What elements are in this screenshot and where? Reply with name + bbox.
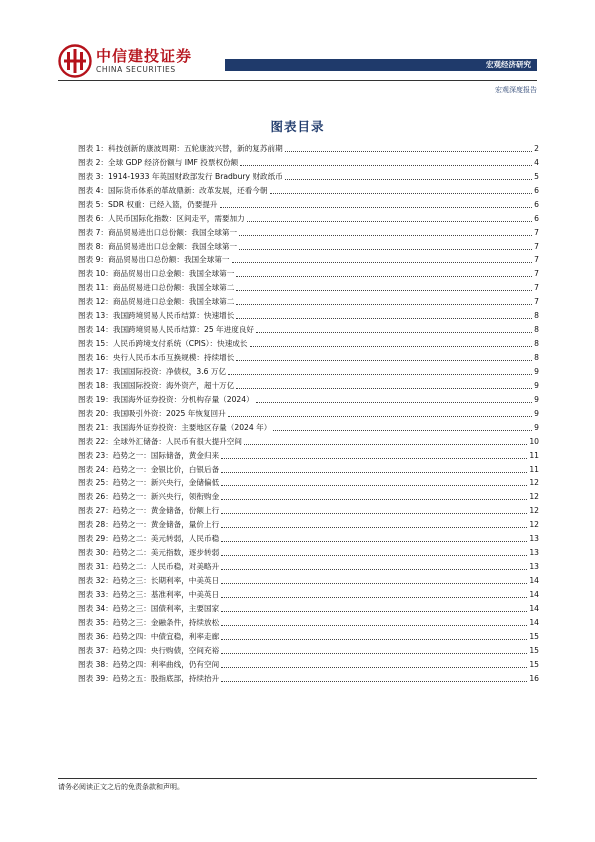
toc-entry-title: 我国海外证券投资：分机构存量（2024） (112, 394, 254, 404)
toc-leader-dots (236, 290, 532, 291)
toc-entry-title: 商品贸易出口总金额：我国全球第一 (112, 269, 235, 279)
toc-entry-page: 6 (534, 199, 539, 209)
toc-leader-dots (247, 221, 532, 222)
toc-entry-title: 趋势之三：基准利率，中美英日 (112, 589, 220, 599)
toc-entry[interactable] (78, 307, 539, 321)
brand-name-cn: 中信建投证券 (96, 47, 193, 65)
toc-entry-label: 图表 4： (78, 185, 109, 195)
toc-entry-page: 15 (529, 631, 539, 641)
toc-entry-label: 图表 26： (78, 492, 113, 502)
toc-leader-dots (244, 444, 527, 445)
toc-entry-title: 趋势之四：利率曲线，仍有空间 (112, 659, 220, 669)
toc-entry-title: 趋势之一：金银比价，白银后备 (112, 464, 220, 474)
toc-leader-dots (240, 165, 532, 166)
toc-leader-dots (256, 332, 532, 333)
toc-entry[interactable] (78, 656, 539, 670)
toc-leader-dots (221, 513, 527, 514)
toc-entry-label: 图表 35： (78, 617, 113, 627)
toc-entry-page: 7 (534, 283, 539, 293)
toc-entry[interactable] (78, 530, 539, 544)
toc-entry[interactable] (78, 293, 539, 307)
toc-entry-title: 国际货币体系的革故鼎新：改革发展，还看今朝 (108, 185, 268, 195)
brand-name-en: CHINA SECURITIES (96, 65, 176, 74)
toc-entry-page: 7 (534, 241, 539, 251)
toc-entry-title: 我国跨境贸易人民币结算：快速增长 (112, 311, 235, 321)
toc-entry[interactable] (78, 265, 539, 279)
toc-entry-label: 图表 36： (78, 631, 113, 641)
toc-entry-page: 6 (534, 185, 539, 195)
header-band (225, 59, 537, 71)
toc-entry[interactable] (78, 182, 539, 196)
toc-entry-label: 图表 21： (78, 422, 113, 432)
toc-entry[interactable] (78, 140, 539, 154)
toc-entry-title: 我国吸引外资：2025 年恢复回升 (112, 408, 226, 418)
section-label: 宏观经济研究 (486, 60, 531, 69)
company-logo-icon (58, 44, 92, 78)
toc-entry[interactable] (78, 614, 539, 628)
footer-divider (58, 778, 537, 779)
toc-entry-title: 趋势之一：新兴央行，金储偏低 (112, 478, 220, 488)
toc-entry-title: 商品贸易进出口总份额：我国全球第一 (108, 227, 238, 237)
toc-entry-title: 全球外汇储备：人民币有很大提升空间 (112, 436, 242, 446)
toc-leader-dots (228, 374, 532, 375)
toc-entry[interactable] (78, 628, 539, 642)
toc-entry[interactable] (78, 210, 539, 224)
toc-entry-page: 13 (529, 548, 539, 558)
toc-entry-title: 趋势之二：美元指数，逐步转弱 (112, 548, 220, 558)
toc-entry-label: 图表 30： (78, 548, 113, 558)
toc-entry-page: 12 (529, 478, 539, 488)
toc-entry[interactable] (78, 447, 539, 461)
toc-entry-page: 6 (534, 213, 539, 223)
toc-entry-label: 图表 17： (78, 366, 113, 376)
toc-entry-label: 图表 28： (78, 520, 113, 530)
toc-entry[interactable] (78, 196, 539, 210)
toc-entry-page: 4 (534, 157, 539, 167)
toc-entry-label: 图表 29： (78, 534, 113, 544)
toc-leader-dots (221, 681, 527, 682)
toc-entry[interactable] (78, 461, 539, 475)
toc-entry-page: 5 (534, 171, 539, 181)
toc-entry-label: 图表 8： (78, 241, 109, 251)
toc-entry[interactable] (78, 279, 539, 293)
toc-entry[interactable] (78, 544, 539, 558)
toc-entry-label: 图表 25： (78, 478, 113, 488)
toc-entry-label: 图表 27： (78, 506, 113, 516)
toc-entry[interactable] (78, 405, 539, 419)
header-divider (58, 80, 537, 81)
toc-entry[interactable] (78, 238, 539, 252)
toc-leader-dots (228, 416, 532, 417)
toc-leader-dots (236, 318, 532, 319)
toc-entry-title: 趋势之一：新兴央行，领衔购金 (112, 492, 220, 502)
toc-entry-label: 图表 18： (78, 380, 113, 390)
toc-leader-dots (221, 458, 527, 459)
toc-entry-page: 11 (529, 464, 539, 474)
toc-entry-page: 10 (529, 436, 539, 446)
toc-entry[interactable] (78, 363, 539, 377)
toc-entry[interactable] (78, 488, 539, 502)
toc-entry-page: 13 (529, 534, 539, 544)
toc-entry[interactable] (78, 154, 539, 168)
toc-entry[interactable] (78, 377, 539, 391)
toc-entry-page: 8 (534, 339, 539, 349)
toc-entry[interactable] (78, 224, 539, 238)
toc-entry-page: 8 (534, 325, 539, 335)
toc-entry-title: 科技创新的康波周期：五轮康波兴替，新的复苏前期 (108, 143, 283, 153)
toc-entry-label: 图表 3： (78, 171, 109, 181)
toc-entry[interactable] (78, 558, 539, 572)
toc-entry[interactable] (78, 600, 539, 614)
toc-entry-page: 8 (534, 311, 539, 321)
toc-entry-page: 9 (534, 366, 539, 376)
toc-entry[interactable] (78, 321, 539, 335)
toc-entry-label: 图表 31： (78, 562, 113, 572)
toc-entry[interactable] (78, 475, 539, 489)
toc-entry-label: 图表 7： (78, 227, 109, 237)
toc-entry-label: 图表 39： (78, 673, 113, 683)
toc-entry-title: 全球 GDP 经济份额与 IMF 投票权份额 (108, 157, 239, 167)
toc-leader-dots (221, 583, 527, 584)
toc-entry-title: 我国跨境贸易人民币结算：25 年进度良好 (112, 325, 255, 335)
toc-entry-label: 图表 1： (78, 143, 109, 153)
toc-entry-title: 趋势之二：人民币稳，对美略升 (112, 562, 220, 572)
toc-entry-page: 7 (534, 297, 539, 307)
toc-leader-dots (221, 472, 527, 473)
toc-entry-label: 图表 38： (78, 659, 113, 669)
toc-leader-dots (221, 499, 527, 500)
toc-entry-title: 趋势之三：长期利率，中美英日 (112, 576, 220, 585)
toc-entry-label: 图表 32： (78, 576, 113, 585)
toc-leader-dots (236, 276, 532, 277)
toc-leader-dots (221, 625, 527, 626)
toc-entry[interactable] (78, 642, 539, 656)
toc-entry-label: 图表 22： (78, 436, 113, 446)
toc-entry[interactable] (78, 252, 539, 266)
report-type: 宏观深度报告 (495, 86, 537, 94)
toc-entry-label: 图表 9： (78, 255, 109, 265)
toc-leader-dots (221, 653, 527, 654)
toc-entry-page: 7 (534, 269, 539, 279)
toc-entry-title: 趋势之三：国债利率，主要国家 (112, 603, 220, 613)
toc-leader-dots (236, 388, 532, 389)
toc-leader-dots (285, 179, 532, 180)
toc-entry-title: 趋势之一：黄金储备，量价上行 (112, 520, 220, 530)
toc-entry-title: 趋势之五：股指底部，持续抬升 (112, 673, 220, 683)
toc-entry-title: 我国海外证券投资：主要地区存量（2024 年） (112, 422, 272, 432)
toc-entry-page: 12 (529, 520, 539, 530)
toc-entry[interactable] (78, 349, 539, 363)
toc-entry-label: 图表 34： (78, 603, 113, 613)
toc-entry[interactable] (78, 670, 539, 684)
toc-entry[interactable] (78, 572, 539, 586)
toc-entry-label: 图表 23： (78, 450, 113, 460)
toc-entry[interactable] (78, 516, 539, 530)
toc-entry-label: 图表 2： (78, 157, 109, 167)
toc-title: 图表目录 (270, 119, 325, 134)
toc-leader-dots (270, 193, 533, 194)
toc-leader-dots (221, 639, 527, 640)
toc-entry-label: 图表 13： (78, 311, 113, 321)
toc-entry-title: 趋势之四：中债宜稳，利率走廊 (112, 631, 220, 641)
toc-entry-page: 7 (534, 227, 539, 237)
toc-entry[interactable] (78, 419, 539, 433)
toc-entry-title: 1914-1933 年英国财政部发行 Bradbury 财政纸币 (108, 171, 283, 181)
toc-entry-label: 图表 20： (78, 408, 113, 418)
toc-leader-dots (221, 555, 527, 556)
toc-leader-dots (273, 430, 532, 431)
toc-entry-title: 商品贸易进出口总金额：我国全球第一 (108, 241, 238, 251)
toc-entry-page: 12 (529, 492, 539, 502)
toc-entry-label: 图表 14： (78, 325, 113, 335)
toc-leader-dots (250, 346, 533, 347)
toc-entry-title: 人民币跨境支付系统（CPIS）：快速成长 (112, 339, 248, 349)
toc-leader-dots (221, 611, 527, 612)
toc-leader-dots (221, 527, 527, 528)
toc-entry[interactable] (78, 168, 539, 182)
toc-entry[interactable] (78, 433, 539, 447)
toc-entry-page: 9 (534, 422, 539, 432)
toc-leader-dots (220, 207, 533, 208)
toc-entry-label: 图表 6： (78, 213, 109, 223)
toc-entry-title: 商品贸易进口总份额：我国全球第二 (112, 283, 235, 293)
toc-leader-dots (221, 485, 527, 486)
toc-entry[interactable] (78, 586, 539, 600)
toc-entry-page: 11 (529, 450, 539, 460)
toc-entry-label: 图表 16： (78, 353, 113, 362)
toc-entry-page: 15 (529, 659, 539, 669)
toc-leader-dots (239, 249, 532, 250)
toc-entry-title: 趋势之三：金融条件，持续放松 (112, 617, 220, 627)
toc-entry-label: 图表 12： (78, 297, 113, 307)
toc-entry[interactable] (78, 391, 539, 405)
toc-entry-page: 2 (534, 143, 539, 153)
footer-disclaimer: 请务必阅读正文之后的免责条款和声明。 (58, 783, 184, 791)
toc-entry-label: 图表 5： (78, 199, 109, 209)
toc-leader-dots (256, 402, 532, 403)
toc-leader-dots (221, 667, 527, 668)
toc-entry-page: 9 (534, 394, 539, 404)
toc-leader-dots (221, 541, 527, 542)
toc-leader-dots (236, 360, 532, 361)
toc-entry-page: 14 (529, 603, 539, 613)
toc-entry-title: SDR 权重：已经入篮，仍要提升 (108, 199, 218, 209)
toc-list (78, 140, 539, 684)
toc-entry-page: 13 (529, 562, 539, 572)
toc-entry-label: 图表 11： (78, 283, 113, 293)
toc-entry-page: 9 (534, 408, 539, 418)
toc-entry-title: 趋势之二：美元转弱，人民币稳 (112, 534, 220, 544)
toc-entry-title: 央行人民币本币互换规模：持续增长 (112, 353, 235, 362)
toc-entry-label: 图表 10： (78, 269, 113, 279)
toc-leader-dots (236, 304, 532, 305)
toc-entry-title: 人民币国际化指数：区间走平，需要加力 (108, 213, 245, 223)
toc-entry-title: 商品贸易进口总金额：我国全球第二 (112, 297, 235, 307)
toc-entry-page: 12 (529, 506, 539, 516)
toc-entry-title: 我国国际投资：海外资产，超十万亿 (112, 380, 235, 390)
toc-leader-dots (239, 235, 532, 236)
toc-entry-page: 14 (529, 589, 539, 599)
toc-entry-label: 图表 37： (78, 645, 113, 655)
toc-entry-page: 14 (529, 617, 539, 627)
toc-leader-dots (285, 151, 532, 152)
toc-leader-dots (221, 569, 527, 570)
toc-entry-title: 我国国际投资：净债权，3.6 万亿 (112, 366, 227, 376)
toc-entry-title: 商品贸易出口总份额：我国全球第一 (108, 255, 230, 265)
toc-entry-page: 15 (529, 645, 539, 655)
toc-entry-page: 9 (534, 380, 539, 390)
toc-entry-page: 16 (529, 673, 539, 683)
toc-entry-label: 图表 15： (78, 339, 113, 349)
toc-entry[interactable] (78, 502, 539, 516)
toc-entry-page: 7 (534, 255, 539, 265)
toc-entry-label: 图表 19： (78, 394, 113, 404)
toc-entry-label: 图表 33： (78, 589, 113, 599)
toc-entry-title: 趋势之一：国际储备，黄金归来 (112, 450, 220, 460)
toc-entry-title: 趋势之四：央行购债，空间充裕 (112, 645, 220, 655)
toc-entry-page: 14 (529, 576, 539, 585)
toc-entry[interactable] (78, 335, 539, 349)
toc-entry-page: 8 (534, 353, 539, 362)
toc-entry-title: 趋势之一：黄金储备，份额上行 (112, 506, 220, 516)
toc-leader-dots (232, 262, 533, 263)
toc-entry-label: 图表 24： (78, 464, 113, 474)
toc-leader-dots (221, 597, 527, 598)
